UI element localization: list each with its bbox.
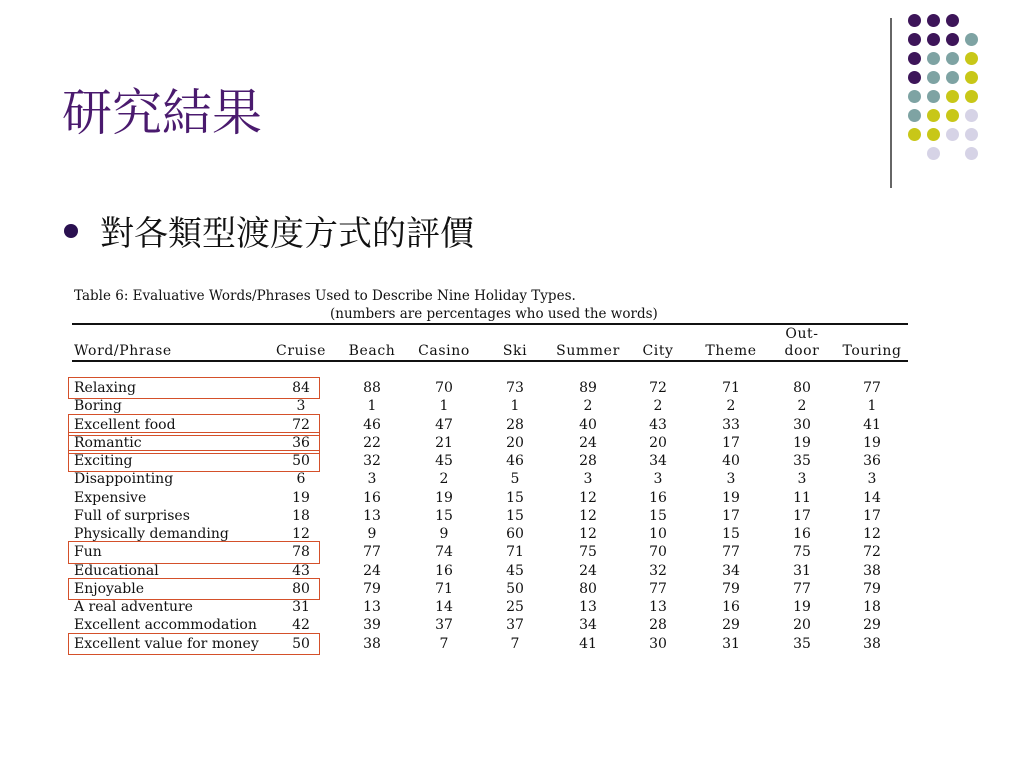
row-label: Relaxing bbox=[74, 380, 137, 396]
table-cell: 3 bbox=[867, 471, 877, 488]
column-header: door bbox=[784, 343, 820, 359]
table-cell: 77 bbox=[722, 544, 740, 561]
table-cell: 28 bbox=[649, 617, 667, 634]
decorative-dot bbox=[927, 14, 940, 27]
table-cell: 13 bbox=[579, 599, 597, 615]
table-cell: 80 bbox=[292, 580, 310, 597]
table-cell: 34 bbox=[649, 453, 667, 469]
table-cell: 3 bbox=[583, 471, 593, 488]
row-label: Fun bbox=[74, 544, 102, 561]
table-cell: 50 bbox=[506, 580, 524, 597]
table-cell: 32 bbox=[649, 562, 667, 579]
decorative-dot bbox=[908, 128, 921, 141]
decorative-dot bbox=[908, 109, 921, 122]
table-cell: 79 bbox=[722, 580, 740, 597]
table-cell: 34 bbox=[579, 617, 597, 634]
table-cell: 12 bbox=[292, 526, 310, 542]
table-cell: 28 bbox=[579, 453, 597, 469]
table-cell: 1 bbox=[439, 398, 449, 415]
decorative-dot bbox=[965, 52, 978, 65]
table-cell: 31 bbox=[292, 599, 310, 615]
table-cell: 19 bbox=[863, 434, 881, 451]
row-label: Romantic bbox=[74, 434, 142, 451]
table-cell: 45 bbox=[435, 453, 453, 469]
decorative-dot-grid bbox=[908, 14, 1008, 174]
table-cell: 71 bbox=[435, 580, 453, 597]
decorative-dot bbox=[927, 90, 940, 103]
table-cell: 70 bbox=[435, 380, 453, 396]
table-cell: 18 bbox=[292, 507, 310, 524]
table-cell: 33 bbox=[722, 416, 740, 433]
table-cell: 9 bbox=[367, 526, 377, 542]
table-cell: 77 bbox=[793, 580, 811, 597]
table-cell: 72 bbox=[863, 544, 881, 561]
table-caption: Table 6: Evaluative Words/Phrases Used to Describe Nine Holiday Types. bbox=[74, 288, 576, 304]
table-cell: 13 bbox=[649, 599, 667, 615]
table-cell: 80 bbox=[579, 580, 597, 597]
table-cell: 16 bbox=[435, 562, 453, 579]
decorative-dot bbox=[965, 71, 978, 84]
decorative-dot bbox=[946, 109, 959, 122]
table-cell: 46 bbox=[363, 416, 381, 433]
table-cell: 42 bbox=[292, 617, 310, 634]
decorative-dot bbox=[927, 71, 940, 84]
row-label: Excellent value for money bbox=[74, 635, 259, 652]
table-cell: 38 bbox=[363, 635, 381, 652]
table-cell: 30 bbox=[793, 416, 811, 433]
highlight-box bbox=[68, 377, 320, 399]
table-cell: 3 bbox=[653, 471, 663, 488]
decorative-dot bbox=[908, 71, 921, 84]
highlight-box bbox=[68, 633, 320, 655]
table-cell: 19 bbox=[722, 489, 740, 506]
table-cell: 71 bbox=[722, 380, 740, 396]
table-cell: 31 bbox=[793, 562, 811, 579]
decorative-dot bbox=[927, 109, 940, 122]
table-cell: 39 bbox=[363, 617, 381, 634]
table-cell: 31 bbox=[722, 635, 740, 652]
table-cell: 19 bbox=[793, 599, 811, 615]
row-label: Excellent accommodation bbox=[74, 617, 257, 634]
table-cell: 78 bbox=[292, 544, 310, 561]
table-cell: 71 bbox=[506, 544, 524, 561]
table-cell: 24 bbox=[363, 562, 381, 579]
decorative-dot bbox=[965, 109, 978, 122]
column-header: Word/Phrase bbox=[74, 343, 172, 359]
table-cell: 38 bbox=[863, 635, 881, 652]
decorative-dot bbox=[965, 128, 978, 141]
table-cell: 12 bbox=[579, 526, 597, 542]
table-cell: 12 bbox=[579, 507, 597, 524]
table-cell: 7 bbox=[510, 635, 520, 652]
decorative-dot bbox=[946, 33, 959, 46]
table-cell: 89 bbox=[579, 380, 597, 396]
table-cell: 13 bbox=[363, 507, 381, 524]
row-label: Excellent food bbox=[74, 416, 176, 433]
table-cell: 25 bbox=[506, 599, 524, 615]
table-cell: 6 bbox=[296, 471, 306, 488]
decorative-dot bbox=[965, 147, 978, 160]
table-cell: 16 bbox=[793, 526, 811, 542]
table-cell: 74 bbox=[435, 544, 453, 561]
table-cell: 2 bbox=[726, 398, 736, 415]
decorative-dot bbox=[927, 147, 940, 160]
row-label: Physically demanding bbox=[74, 526, 229, 542]
decorative-dot bbox=[946, 52, 959, 65]
table-cell: 19 bbox=[793, 434, 811, 451]
highlight-box bbox=[68, 578, 320, 600]
table-cell: 15 bbox=[722, 526, 740, 542]
table-cell: 47 bbox=[435, 416, 453, 433]
table-cell: 19 bbox=[435, 489, 453, 506]
table-cell: 36 bbox=[292, 434, 310, 451]
row-label: Disappointing bbox=[74, 471, 174, 488]
table-cell: 36 bbox=[863, 453, 881, 469]
table-cell: 60 bbox=[506, 526, 524, 542]
decorative-dot bbox=[927, 52, 940, 65]
decorative-dot bbox=[927, 128, 940, 141]
column-header: Touring bbox=[842, 343, 902, 359]
table-cell: 79 bbox=[863, 580, 881, 597]
table-cell: 34 bbox=[722, 562, 740, 579]
decorative-dot bbox=[908, 14, 921, 27]
row-label: Full of surprises bbox=[74, 507, 190, 524]
table-cell: 3 bbox=[726, 471, 736, 488]
table-cell: 38 bbox=[863, 562, 881, 579]
table-cell: 7 bbox=[439, 635, 449, 652]
table-cell: 14 bbox=[435, 599, 453, 615]
table-cell: 40 bbox=[579, 416, 597, 433]
decorative-dot bbox=[965, 90, 978, 103]
table-cell: 17 bbox=[793, 507, 811, 524]
table-cell: 2 bbox=[583, 398, 593, 415]
table-cell: 45 bbox=[506, 562, 524, 579]
table-cell: 2 bbox=[439, 471, 449, 488]
decorative-dot bbox=[965, 33, 978, 46]
table-cell: 75 bbox=[579, 544, 597, 561]
decorative-dot bbox=[946, 90, 959, 103]
row-label: Exciting bbox=[74, 453, 133, 469]
table-cell: 30 bbox=[649, 635, 667, 652]
bullet-icon bbox=[64, 224, 78, 238]
table-cell: 43 bbox=[292, 562, 310, 579]
table-cell: 15 bbox=[506, 507, 524, 524]
table-cell: 1 bbox=[367, 398, 377, 415]
table-cell: 70 bbox=[649, 544, 667, 561]
table-cell: 12 bbox=[579, 489, 597, 506]
table-cell: 77 bbox=[863, 380, 881, 396]
table-cell: 73 bbox=[506, 380, 524, 396]
row-label: Expensive bbox=[74, 489, 147, 506]
table-cell: 37 bbox=[506, 617, 524, 634]
table-cell: 29 bbox=[722, 617, 740, 634]
slide-title: 研究結果 bbox=[62, 84, 262, 142]
table-cell: 10 bbox=[649, 526, 667, 542]
table-cell: 41 bbox=[863, 416, 881, 433]
row-label: A real adventure bbox=[74, 599, 193, 615]
table-cell: 80 bbox=[793, 380, 811, 396]
table-cell: 50 bbox=[292, 635, 310, 652]
table-cell: 72 bbox=[649, 380, 667, 396]
table-cell: 9 bbox=[439, 526, 449, 542]
table-cell: 20 bbox=[506, 434, 524, 451]
bullet-item bbox=[64, 206, 474, 255]
column-header-top: Out- bbox=[785, 326, 819, 342]
table-cell: 35 bbox=[793, 635, 811, 652]
table-cell: 75 bbox=[793, 544, 811, 561]
table-cell: 11 bbox=[793, 489, 811, 506]
table-cell: 88 bbox=[363, 380, 381, 396]
table-cell: 50 bbox=[292, 453, 310, 469]
table-cell: 16 bbox=[649, 489, 667, 506]
decorative-dot bbox=[908, 33, 921, 46]
table-cell: 15 bbox=[506, 489, 524, 506]
table-cell: 15 bbox=[435, 507, 453, 524]
column-header: Ski bbox=[502, 343, 528, 359]
decorative-dot bbox=[908, 52, 921, 65]
table-cell: 46 bbox=[506, 453, 524, 469]
row-label: Boring bbox=[74, 398, 122, 415]
table-cell: 13 bbox=[363, 599, 381, 615]
table-cell: 40 bbox=[722, 453, 740, 469]
column-header: Summer bbox=[556, 343, 620, 359]
table-cell: 17 bbox=[722, 507, 740, 524]
table-cell: 16 bbox=[363, 489, 381, 506]
row-label: Educational bbox=[74, 562, 159, 579]
table-cell: 20 bbox=[649, 434, 667, 451]
table-cell: 2 bbox=[797, 398, 807, 415]
table-cell: 5 bbox=[510, 471, 520, 488]
table-cell: 1 bbox=[510, 398, 520, 415]
decorative-dot bbox=[927, 33, 940, 46]
table-cell: 2 bbox=[653, 398, 663, 415]
table-cell: 41 bbox=[579, 635, 597, 652]
table-cell: 16 bbox=[722, 599, 740, 615]
table-cell: 17 bbox=[722, 434, 740, 451]
column-header: City bbox=[642, 343, 674, 359]
table-cell: 15 bbox=[649, 507, 667, 524]
decorative-dot bbox=[946, 14, 959, 27]
table-subcaption: (numbers are percentages who used the words) bbox=[330, 306, 658, 322]
table-cell: 77 bbox=[363, 544, 381, 561]
table-cell: 17 bbox=[863, 507, 881, 524]
table-cell: 24 bbox=[579, 434, 597, 451]
bullet-text: 對各類型渡度方式的評價 bbox=[100, 214, 474, 254]
table-cell: 79 bbox=[363, 580, 381, 597]
table-cell: 3 bbox=[296, 398, 306, 415]
divider-line bbox=[890, 18, 892, 188]
table-cell: 12 bbox=[863, 526, 881, 542]
row-label: Enjoyable bbox=[74, 580, 144, 597]
table-cell: 14 bbox=[863, 489, 881, 506]
decorative-dot bbox=[946, 71, 959, 84]
table-cell: 28 bbox=[506, 416, 524, 433]
table-header-rule bbox=[72, 360, 908, 362]
table-cell: 21 bbox=[435, 434, 453, 451]
table-cell: 32 bbox=[363, 453, 381, 469]
highlight-box bbox=[68, 541, 320, 563]
table-cell: 24 bbox=[579, 562, 597, 579]
table-cell: 19 bbox=[292, 489, 310, 506]
column-header: Theme bbox=[705, 343, 757, 359]
table-cell: 20 bbox=[793, 617, 811, 634]
table-cell: 84 bbox=[292, 380, 310, 396]
decorative-dot bbox=[946, 128, 959, 141]
column-header: Beach bbox=[348, 343, 396, 359]
table-cell: 3 bbox=[367, 471, 377, 488]
table-top-rule bbox=[72, 323, 908, 325]
highlight-box bbox=[68, 450, 320, 472]
table-cell: 1 bbox=[867, 398, 877, 415]
column-header: Casino bbox=[418, 343, 470, 359]
table-cell: 3 bbox=[797, 471, 807, 488]
table-cell: 72 bbox=[292, 416, 310, 433]
table-cell: 35 bbox=[793, 453, 811, 469]
table-cell: 29 bbox=[863, 617, 881, 634]
column-header: Cruise bbox=[276, 343, 326, 359]
table-cell: 37 bbox=[435, 617, 453, 634]
table-cell: 18 bbox=[863, 599, 881, 615]
table-cell: 77 bbox=[649, 580, 667, 597]
table-cell: 43 bbox=[649, 416, 667, 433]
decorative-dot bbox=[908, 90, 921, 103]
table-cell: 22 bbox=[363, 434, 381, 451]
